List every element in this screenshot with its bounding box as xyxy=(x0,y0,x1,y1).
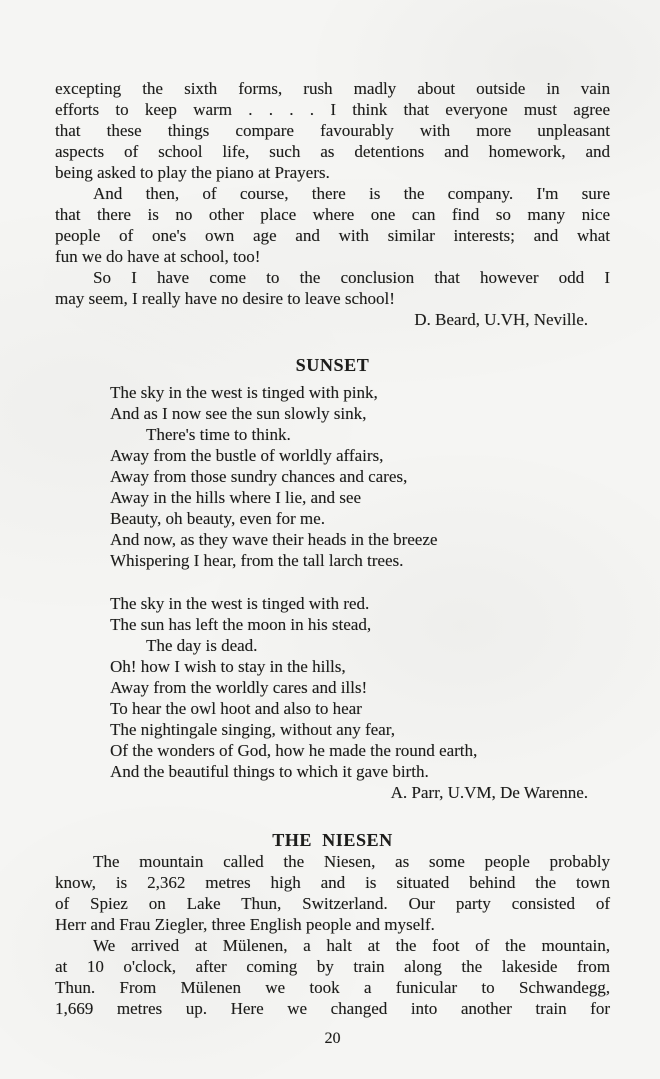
page-number: 20 xyxy=(324,1030,341,1047)
poem-line: Away from those sundry chances and cares, xyxy=(110,467,408,486)
text-line: We arrived at Mülenen, a halt at the foot of the mountain, xyxy=(93,936,610,955)
intro-paragraph-1 xyxy=(55,78,610,183)
poem-line: Of the wonders of God, how he made the round earth, xyxy=(110,741,478,760)
text-line: that these things compare favourably with more unpleasant xyxy=(55,121,610,140)
text-line: The mountain called the Niesen, as some people probably xyxy=(93,852,610,871)
text-line: 1,669 metres up. Here we changed into another train for xyxy=(55,999,610,1018)
text-line: that there is no other place where one can find so many nice xyxy=(55,205,610,224)
text-line: So I have come to the conclusion that however odd I xyxy=(93,268,610,287)
text-line: people of one's own age and with similar interests; and what xyxy=(55,226,610,245)
poem-line: The nightingale singing, without any fear, xyxy=(110,720,395,739)
text-line: Herr and Frau Ziegler, three English people and myself. xyxy=(55,915,435,934)
poem-line: There's time to think. xyxy=(146,425,291,444)
poem-line: The sky in the west is tinged with red. xyxy=(110,594,370,613)
text-line: know, is 2,362 metres high and is situated behind the town xyxy=(55,873,610,892)
poem-line: Oh! how I wish to stay in the hills, xyxy=(110,657,346,676)
poem-line: To hear the owl hoot and also to hear xyxy=(110,699,362,718)
poem-line: Away from the bustle of worldly affairs, xyxy=(110,446,384,465)
section-heading-niesen: THE NIESEN xyxy=(272,830,393,850)
text-line: aspects of school life, such as detentions and homework, and xyxy=(55,142,610,161)
text-line: Thun. From Mülenen we took a funicular to Schwandegg, xyxy=(55,978,610,997)
poem-line: The day is dead. xyxy=(146,636,258,655)
niesen-paragraph-2 xyxy=(55,935,610,1019)
poem-sunset-stanza-2 xyxy=(110,593,610,782)
section-heading-sunset: SUNSET xyxy=(295,355,370,375)
text-line: efforts to keep warm . . . . I think that everyone must agree xyxy=(55,100,610,119)
sunset-attribution: A. Parr, U.VM, De Warenne. xyxy=(390,783,588,802)
text-line: excepting the sixth forms, rush madly about outside in vain xyxy=(55,79,610,98)
intro-paragraph-2 xyxy=(55,183,610,267)
poem-line: And the beautiful things to which it gave birth. xyxy=(110,762,429,781)
poem-line: The sun has left the moon in his stead, xyxy=(110,615,372,634)
text-line: may seem, I really have no desire to leave school! xyxy=(55,289,395,308)
poem-line: And as I now see the sun slowly sink, xyxy=(110,404,367,423)
poem-line: And now, as they wave their heads in the breeze xyxy=(110,530,438,549)
text-line: And then, of course, there is the company. I'm sure xyxy=(93,184,610,203)
poem-line: The sky in the west is tinged with pink, xyxy=(110,383,378,402)
text-line: of Spiez on Lake Thun, Switzerland. Our party consisted of xyxy=(55,894,610,913)
poem-line: Whispering I hear, from the tall larch trees. xyxy=(110,551,404,570)
poem-line: Beauty, oh beauty, even for me. xyxy=(110,509,325,528)
niesen-paragraph-1 xyxy=(55,851,610,935)
intro-attribution: D. Beard, U.VH, Neville. xyxy=(414,310,588,329)
text-line: fun we do have at school, too! xyxy=(55,247,261,266)
poem-line: Away from the worldly cares and ills! xyxy=(110,678,368,697)
intro-paragraph-3 xyxy=(55,267,610,309)
poem-line: Away in the hills where I lie, and see xyxy=(110,488,361,507)
poem-sunset-stanza-1 xyxy=(110,382,610,571)
text-line: being asked to play the piano at Prayers. xyxy=(55,163,330,182)
page-text xyxy=(55,78,610,1049)
text-line: at 10 o'clock, after coming by train along the lakeside from xyxy=(55,957,610,976)
